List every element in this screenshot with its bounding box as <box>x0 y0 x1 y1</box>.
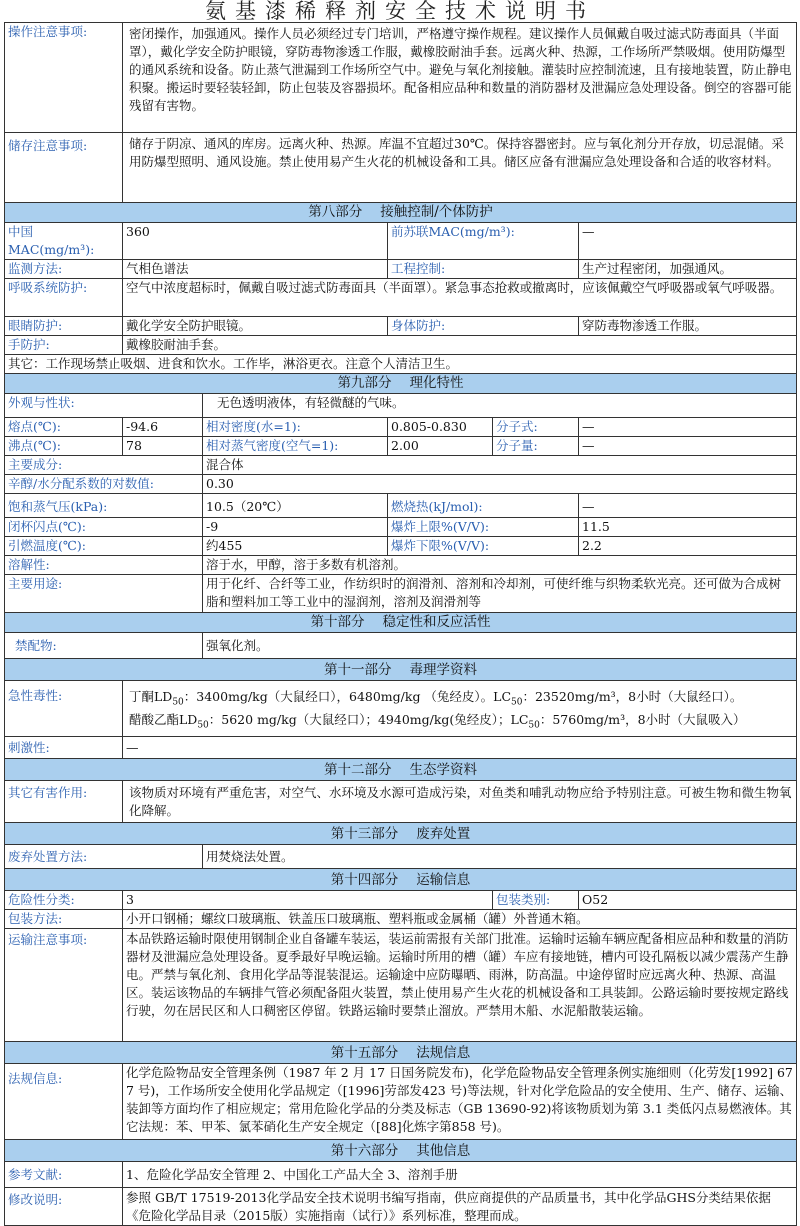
pack-label: 包装方法: <box>5 910 123 929</box>
boiling-row <box>5 437 797 456</box>
section14-header <box>5 869 797 891</box>
ingredients-row <box>5 456 797 475</box>
section14-name: 运输信息 <box>416 872 471 888</box>
disposal-value: 用焚烧法处置。 <box>203 845 797 869</box>
other-text: 其它：工作现场禁止吸烟、进食和饮水。工作毕，淋浴更衣。注意个人清洁卫生。 <box>5 355 797 374</box>
regulation-row <box>5 1064 797 1140</box>
storage-text: 储存于阴凉、通风的库房。远离火种、热源。库温不宜超过30℃。保持容器密封。应与氧化剂分开存放，切忌混储。采用防爆型照明、通风设施。禁止使用易产生火花的机械设备和工具。储区应备有泄漏应急处理设备和合适的收容材料。 <box>123 133 797 203</box>
section16-part: 第十六部分 <box>330 1143 399 1159</box>
mac-label: 中国MAC(mg/m³): <box>5 223 123 260</box>
rel-density-label: 相对密度(水=1): <box>203 418 388 437</box>
acute-value <box>123 681 797 737</box>
section13-part: 第十三部分 <box>330 826 399 842</box>
irritation-value: — <box>123 737 797 759</box>
section11-part: 第十一部分 <box>324 662 392 678</box>
upper-limit-label: 爆炸上限%(V/V): <box>388 518 579 537</box>
irritation-row <box>5 737 797 759</box>
section11-header <box>5 659 797 681</box>
melting-row <box>5 418 797 437</box>
regulation-value: 化学危险物品安全管理条例（1987 年 2 月 17 日国务院发布)，化学危险物品安全管理条例实施细则（化劳发[1992] 677 号)，工作场所安全使用化学品规定（[1996]劳部发423 号)等法规，针对化学危险品的安全使用、生产、储存、运输、装卸等方面均作了相应规定；常用危险化学品的分类及标志（GB 13690-92)将该物质划为第 3.1 类低闪点易燃液体。其它法规：苯、甲苯、氯苯硝化生产安全规定（[88]化炼字第858 号)。 <box>123 1064 797 1140</box>
storage-label: 储存注意事项: <box>5 133 123 203</box>
section8-name: 接触控制/个体防护 <box>380 204 493 220</box>
section12-part: 第十二部分 <box>324 762 392 778</box>
acute-label: 急性毒性: <box>5 681 123 737</box>
formula-value: — <box>579 418 797 437</box>
logkow-value: 0.30 <box>203 475 797 494</box>
section9-header <box>5 374 797 394</box>
upper-limit-value: 11.5 <box>579 518 797 537</box>
disposal-label: 废弃处置方法: <box>5 845 203 869</box>
section15-part: 第十五部分 <box>330 1045 399 1061</box>
operation-row <box>5 23 797 133</box>
monitor-value: 气相色谱法 <box>123 260 388 279</box>
monitor-row <box>5 260 797 279</box>
respiratory-value: 空气中浓度超标时，佩戴自吸过滤式防毒面具（半面罩）。紧急事态抢救或撤离时，应该佩戴空气呼吸器或氧气呼吸器。 <box>123 279 797 317</box>
section13-name: 废弃处置 <box>416 826 471 842</box>
acute-line-2: 醋酸乙酯$LD_{50}$：5620 mg/kg（大鼠经口）；4940mg/kg(兔经皮）；$LC_{50}$：5760mg/m³，8小时（大鼠吸入） <box>129 712 746 731</box>
msds-table <box>4 22 797 1226</box>
appearance-label: 外观与性状: <box>5 394 203 418</box>
section16-name: 其他信息 <box>416 1143 471 1159</box>
ignition-label: 引燃温度(℃): <box>5 537 203 556</box>
section15-header <box>5 1042 797 1064</box>
vapor-pressure-row <box>5 494 797 518</box>
transport-value: 本品铁路运输时限使用钢制企业自备罐车装运，装运前需报有关部门批准。运输时运输车辆应配备相应品种和数量的消防器材及泄漏应急处理设备。夏季最好早晚运输。运输时所用的槽（罐）车应有接地链，槽内可设孔隔板以减少震荡产生静电。严禁与氧化剂、食用化学品等混装混运。运输途中应防曝晒、雨淋，防高温。中途停留时应远离火种、热源、高温区。装运该物品的车辆排气管必须配备阻火装置，禁止使用易产生火花的机械设备和工具装卸。公路运输时要按规定路线行驶，勿在居民区和人口稠密区停留。铁路运输时要禁止溜放。严禁用木船、水泥船散装运输。 <box>123 929 797 1042</box>
vapor-density-label: 相对蒸气密度(空气=1): <box>203 437 388 456</box>
section10-name: 稳定性和反应活性 <box>382 614 491 630</box>
section9-name: 理化特性 <box>409 375 464 391</box>
operation-label: 操作注意事项: <box>5 23 123 133</box>
engineering-label: 工程控制: <box>388 260 579 279</box>
class-label: 危险性分类: <box>5 891 123 910</box>
ignition-row <box>5 537 797 556</box>
section16-header <box>5 1140 797 1162</box>
reference-row <box>5 1162 797 1188</box>
ignition-value: 约455 <box>203 537 388 556</box>
reference-value: 1、危险化学品安全管理 2、中国化工产品大全 3、溶剂手册 <box>123 1162 797 1188</box>
vapor-density-value: 2.00 <box>388 437 493 456</box>
pack-category-value: O52 <box>579 891 797 910</box>
lower-limit-value: 2.2 <box>579 537 797 556</box>
revision-label: 修改说明: <box>5 1188 123 1226</box>
class-row <box>5 891 797 910</box>
section10-part: 第十部分 <box>310 614 365 630</box>
boiling-value: 78 <box>123 437 203 456</box>
flash-label: 闭杯闪点(℃): <box>5 518 203 537</box>
hand-row <box>5 336 797 355</box>
irritation-label: 刺激性: <box>5 737 123 759</box>
flash-value: -9 <box>203 518 388 537</box>
ussr-mac-value: — <box>579 223 797 260</box>
section12-header <box>5 759 797 781</box>
vapor-pressure-value: 10.5（20℃） <box>203 494 388 518</box>
ingredients-value: 混合体 <box>203 456 797 475</box>
pack-row <box>5 910 797 929</box>
revision-row <box>5 1188 797 1226</box>
boiling-label: 沸点(℃): <box>5 437 123 456</box>
melting-label: 熔点(℃): <box>5 418 123 437</box>
hand-label: 手防护: <box>5 336 123 355</box>
section10-header <box>5 613 797 633</box>
section13-header <box>5 823 797 845</box>
solubility-label: 溶解性: <box>5 556 203 575</box>
disposal-row <box>5 845 797 869</box>
section15-name: 法规信息 <box>416 1045 471 1061</box>
solubility-value: 溶于水，甲醇，溶于多数有机溶剂。 <box>203 556 797 575</box>
logkow-label: 辛醇/水分配系数的对数值: <box>5 475 203 494</box>
solubility-row <box>5 556 797 575</box>
eye-row <box>5 317 797 336</box>
mac-value: 360 <box>123 223 388 260</box>
ingredients-label: 主要成分: <box>5 456 203 475</box>
formula-label: 分子式: <box>493 418 579 437</box>
vapor-pressure-label: 饱和蒸气压(kPa): <box>5 494 203 518</box>
transport-label: 运输注意事项: <box>5 929 123 1042</box>
combustion-label: 燃烧热(kJ/mol): <box>388 494 579 518</box>
use-label: 主要用途: <box>5 575 203 613</box>
respiratory-row <box>5 279 797 317</box>
respiratory-label: 呼吸系统防护: <box>5 279 123 317</box>
section12-name: 生态学资料 <box>409 762 477 778</box>
appearance-value: 无色透明液体，有轻微醚的气味。 <box>203 394 797 418</box>
monitor-label: 监测方法: <box>5 260 123 279</box>
regulation-label: 法规信息: <box>5 1064 123 1140</box>
melting-value: -94.6 <box>123 418 203 437</box>
lower-limit-label: 爆炸下限%(V/V): <box>388 537 579 556</box>
pack-category-label: 包装类别: <box>493 891 579 910</box>
section8-header <box>5 203 797 223</box>
acute-line-1: 丁酮$LD_{50}$：3400mg/kg（大鼠经口），6480mg/kg （兔经皮）。$LC_{50}$：23520mg/m³，8小时（大鼠经口）。 <box>129 689 743 708</box>
body-value: 穿防毒物渗透工作服。 <box>579 317 797 336</box>
document-title: 氨基漆稀释剂安全技术说明书 <box>205 0 595 22</box>
use-value: 用于化纤、合纤等工业，作纺织时的润滑剂、溶剂和冷却剂，可使纤维与织物柔软光亮。还可做为合成树脂和塑料加工等工业中的湿润剂，溶剂及润滑剂等 <box>203 575 797 613</box>
mac-row <box>5 223 797 260</box>
revision-value: 参照 GB/T 17519-2013化学品安全技术说明书编写指南，供应商提供的产品质量书，其中化学品GHS分类结果依据《危险化学品目录（2015版）实施指南（试行）》系列标准，整理而成。 <box>123 1188 797 1226</box>
use-row <box>5 575 797 613</box>
section8-part: 第八部分 <box>308 204 363 220</box>
other-row <box>5 355 797 374</box>
body-label: 身体防护: <box>388 317 579 336</box>
incompatible-value: 强氧化剂。 <box>203 633 797 659</box>
pack-value: 小开口钢桶；螺纹口玻璃瓶、铁盖压口玻璃瓶、塑料瓶或金属桶（罐）外普通木箱。 <box>123 910 797 929</box>
ussr-mac-label: 前苏联MAC(mg/m³): <box>388 223 579 260</box>
section14-part: 第十四部分 <box>330 872 399 888</box>
transport-row <box>5 929 797 1042</box>
hand-value: 戴橡胶耐油手套。 <box>123 336 797 355</box>
section11-name: 毒理学资料 <box>409 662 477 678</box>
appearance-row <box>5 394 797 418</box>
operation-text: 密闭操作，加强通风。操作人员必须经过专门培训，严格遵守操作规程。建议操作人员佩戴自吸过滤式防毒面具（半面罩），戴化学安全防护眼镜，穿防毒物渗透工作服，戴橡胶耐油手套。远离火种、热源，工作场所严禁吸烟。使用防爆型的通风系统和设备。防止蒸气泄漏到工作场所空气中。避免与氧化剂接触。灌装时应控制流速，且有接地装置，防止静电积聚。搬运时要轻装轻卸，防止包装及容器损坏。配备相应品种和数量的消防器材及泄漏应急处理设备。倒空的容器可能残留有害物。 <box>123 23 797 133</box>
flash-row <box>5 518 797 537</box>
hazard-label: 其它有害作用: <box>5 781 123 823</box>
section9-part: 第九部分 <box>337 375 392 391</box>
storage-row <box>5 133 797 203</box>
combustion-value: — <box>579 494 797 518</box>
incompatible-label: 禁配物: <box>5 633 203 659</box>
engineering-value: 生产过程密闭，加强通风。 <box>579 260 797 279</box>
acute-row <box>5 681 797 737</box>
hazard-row <box>5 781 797 823</box>
eye-label: 眼睛防护: <box>5 317 123 336</box>
hazard-value: 该物质对环境有严重危害，对空气、水环境及水源可造成污染，对鱼类和哺乳动物应给予特别注意。可被生物和微生物氧化降解。 <box>123 781 797 823</box>
reference-label: 参考文献: <box>5 1162 123 1188</box>
mol-weight-value: — <box>579 437 797 456</box>
mol-weight-label: 分子量: <box>493 437 579 456</box>
class-value: 3 <box>123 891 493 910</box>
eye-value: 戴化学安全防护眼镜。 <box>123 317 388 336</box>
logkow-row <box>5 475 797 494</box>
incompatible-row <box>5 633 797 659</box>
rel-density-value: 0.805-0.830 <box>388 418 493 437</box>
